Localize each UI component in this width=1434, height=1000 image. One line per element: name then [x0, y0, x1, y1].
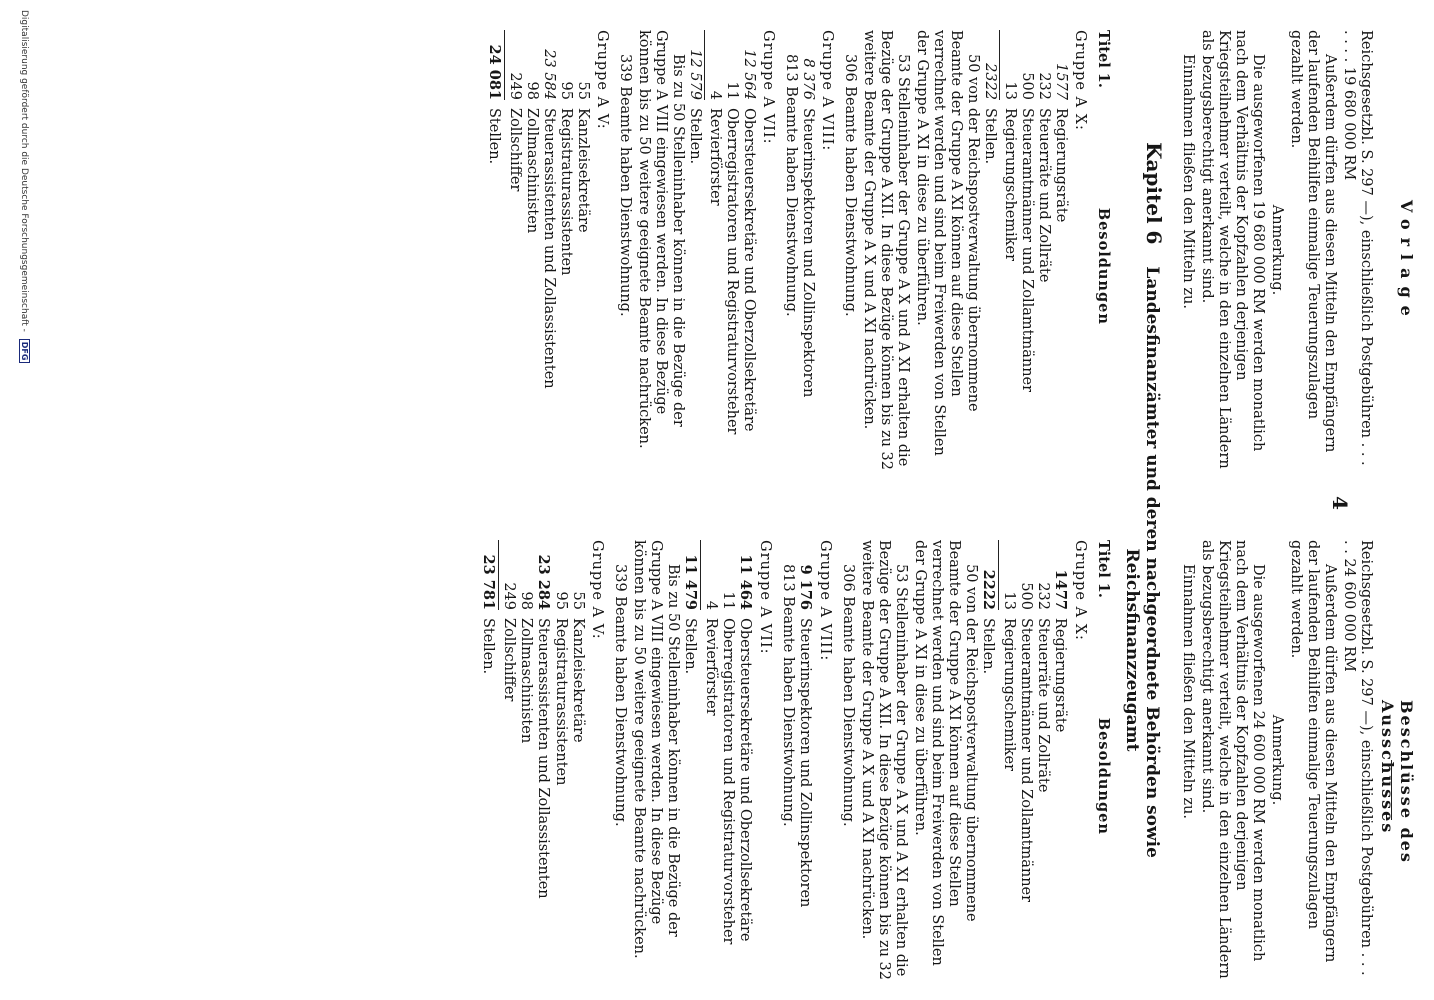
- right-ax-note3: 306 Beamte haben Dienstwohnung.: [840, 564, 856, 827]
- table-row: 249 Zollschiffer: [507, 72, 523, 192]
- left-gruppe-avii: Gruppe A VII:: [760, 30, 776, 145]
- right-gruppe-av: Gruppe A V:: [589, 540, 605, 640]
- right-gruppe-avii: Gruppe A VII:: [757, 540, 773, 655]
- kapitel-line1: Landesfinanzämter und deren nachgeordnete Behörden sowie: [1142, 266, 1162, 858]
- left-aviii-note: 813 Beamte haben Dienstwohnung.: [783, 54, 799, 317]
- left-column-heading: Vorlage: [1397, 200, 1416, 324]
- right-gruppe-aviii: Gruppe A VIII:: [817, 540, 833, 662]
- table-row: 9 176 Steuerinspektoren und Zollinspektoren: [797, 564, 814, 908]
- right-einnahmen: Einnahmen fließen den Mitteln zu.: [1180, 564, 1196, 819]
- sum-rule: [504, 30, 505, 100]
- left-ax-note3: 306 Beamte haben Dienstwohnung.: [842, 54, 858, 317]
- right-column-heading: Beschlüsse des Ausschusses: [1378, 700, 1416, 864]
- footer-text: Digitalisierung gefördert durch die Deutsche Forschungsgemeinschaft -: [19, 10, 29, 332]
- right-ax-note1: 50 von der Reichspostverwaltung übernommene Beamte der Gruppe A XI können auf diese Stellen verrechnet werden und sind beim Freiwerden von Stellen der Gruppe A XI in diese zu überführen.: [912, 540, 979, 966]
- kapitel-heading: [1122, 0, 1164, 1000]
- right-ax-note2: 53 Stelleninhaber der Gruppe A X und A XI erhalten die Bezüge der Gruppe A XII. In diese Bezüge können bis zu 32 weitere Beamte der Gruppe A X und A XI nachrücken.: [859, 540, 909, 980]
- sum-rule: [999, 30, 1000, 100]
- left-gruppe-av: Gruppe A V:: [594, 30, 610, 130]
- right-top-section: [1177, 540, 1374, 980]
- right-gruppe-ax: Gruppe A X:: [1072, 540, 1088, 641]
- right-avii-note1: Bis zu 50 Stelleninhaber können in die Bezüge der Gruppe A VIII eingewiesen werden. In diese Bezüge können bis zu 50 weitere geeignete Beamte nachrücken.: [631, 540, 681, 959]
- right-anmerkung-title: Anmerkung.: [1269, 714, 1285, 806]
- sum-rule: [498, 540, 499, 610]
- sum-rule: [704, 30, 705, 100]
- left-anmerkung-title: Anmerkung.: [1269, 204, 1285, 296]
- table-row: 98 Zollmaschinisten: [524, 81, 540, 234]
- table-row: 13 Regierungschemiker: [1002, 81, 1018, 262]
- left-anmerkung-text: Die ausgeworfenen 19 680 000 RM werden monatlich nach dem Verhältnis der Kopfzahlen derjenigen Kriegsteilnehmer verteilt, welche in den einzelnen Ländern als bezugsberechtigt anerkannt sind.: [1199, 30, 1266, 469]
- left-avii-note2: 339 Beamte haben Dienstwohnung.: [617, 54, 633, 317]
- dfg-logo-icon: DFG: [19, 339, 30, 364]
- sum-row: 24 081 Stellen.: [486, 44, 503, 165]
- right-anmerkung-text: Die ausgeworfenen 24 600 000 RM werden monatlich nach dem Verhältnis der Kopfzahlen derjenigen Kriegsteilnehmer verteilt, welche in den einzelnen Ländern als bezugsberechtigt anerkannt sind.: [1199, 540, 1266, 979]
- sum-rule: [700, 540, 701, 610]
- table-row: 12 564 Obersteuersekretäre und Oberzollsekretäre: [741, 49, 757, 432]
- table-row: 55 Kanzleisekretäre: [570, 591, 586, 743]
- table-row: 1477 Regierungsräte: [1052, 569, 1069, 733]
- left-einnahmen: Einnahmen fließen den Mitteln zu.: [1180, 54, 1196, 309]
- right-body: [479, 540, 1116, 980]
- table-row: 11 464 Obersteuersekretäre und Oberzollsekretäre: [737, 554, 754, 942]
- table-row: 4 Revierförster: [703, 600, 719, 716]
- table-row: 95 Registraturassistenten: [553, 591, 569, 786]
- table-row: 23 584 Steuerassistenten und Zollassistenten: [541, 49, 557, 389]
- left-gruppe-aviii: Gruppe A VIII:: [819, 30, 835, 152]
- table-row: 11 Oberregistratoren und Registraturvorsteher: [724, 81, 740, 435]
- left-titel: Titel 1.Besoldungen: [1095, 30, 1112, 325]
- table-row: 232 Steuerräte und Zollräte: [1035, 582, 1051, 793]
- page-number: 4: [1328, 496, 1352, 510]
- table-row: 8 376 Steuerinspektoren und Zollinspektoren: [800, 58, 816, 398]
- left-top-section: [1177, 30, 1374, 470]
- sum-row: 2222 Stellen.: [980, 569, 997, 675]
- right-teuerung: Außerdem dürfen aus diesen Mitteln den Empfängern der laufenden Beihilfen einmalige Teuerungszulagen gezahlt werden.: [1288, 540, 1338, 963]
- heading-rule: [1391, 760, 1392, 820]
- table-row: 4 Revierförster: [707, 90, 723, 206]
- sum-row: 2322 Stellen.: [982, 63, 998, 165]
- table-row: 500 Steueramtmänner und Zollamtmänner: [1018, 582, 1034, 903]
- table-row: 1577 Regierungsräte: [1053, 63, 1069, 223]
- table-row: 23 284 Steuerassistenten und Zollassistenten: [535, 554, 552, 899]
- left-avii-note1: Bis zu 50 Stelleninhaber können in die Bezüge der Gruppe A VIII eingewiesen werden. In diese Bezüge können bis zu 50 weitere geeignete Beamte nachrücken.: [636, 30, 686, 449]
- left-body: [485, 30, 1116, 470]
- table-row: 232 Steuerräte und Zollräte: [1036, 72, 1052, 283]
- kapitel-line2: Reichsfinanzzeugamt: [1122, 548, 1142, 752]
- right-titel: Titel 1.Besoldungen: [1095, 540, 1112, 835]
- sum-row: 12 579 Stellen.: [687, 49, 703, 165]
- digitization-footer: [19, 10, 30, 990]
- right-postgebuehren: Reichsgesetzbl. S. 297 —), einschließlich Postgebühren . . . . . 24 600 000 RM: [1341, 540, 1374, 976]
- sum-rule: [998, 540, 999, 610]
- right-aviii-note: 813 Beamte haben Dienstwohnung.: [780, 564, 796, 827]
- left-ax-note2: 53 Stelleninhaber der Gruppe A X und A XI erhalten die Bezüge der Gruppe A XII. In diese Bezüge können bis zu 32 weitere Beamte der Gruppe A X und A XI nachrücken.: [861, 30, 911, 470]
- right-avii-note2: 339 Beamte haben Dienstwohnung.: [612, 564, 628, 827]
- table-row: 11 Oberregistratoren und Registraturvorsteher: [720, 591, 736, 945]
- table-row: 95 Registraturassistenten: [558, 81, 574, 276]
- table-row: 249 Zollschiffer: [501, 582, 517, 702]
- table-row: 55 Kanzleisekretäre: [575, 81, 591, 233]
- sum-row: 23 781 Stellen.: [480, 554, 497, 675]
- left-gruppe-ax: Gruppe A X:: [1072, 30, 1088, 131]
- table-row: 98 Zollmaschinisten: [518, 591, 534, 744]
- left-ax-note1: 50 von der Reichspostverwaltung übernommene Beamte der Gruppe A XI können auf diese Stellen verrechnet werden und sind beim Freiwerden von Stellen der Gruppe A XI in diese zu überführen.: [914, 30, 981, 456]
- sum-row: 11 479 Stellen.: [682, 554, 699, 675]
- table-row: 500 Steueramtmänner und Zollamtmänner: [1019, 72, 1035, 393]
- left-postgebuehren: Reichsgesetzbl. S. 297 —), einschließlich Postgebühren . . . . . . . 19 680 000 RM: [1341, 30, 1374, 466]
- kapitel-label: Kapitel 6: [1142, 142, 1166, 245]
- left-teuerung: Außerdem dürfen aus diesen Mitteln den Empfängern der laufenden Beihilfen einmalige Teuerungszulagen gezahlt werden.: [1288, 30, 1338, 453]
- table-row: 13 Regierungschemiker: [1001, 591, 1017, 772]
